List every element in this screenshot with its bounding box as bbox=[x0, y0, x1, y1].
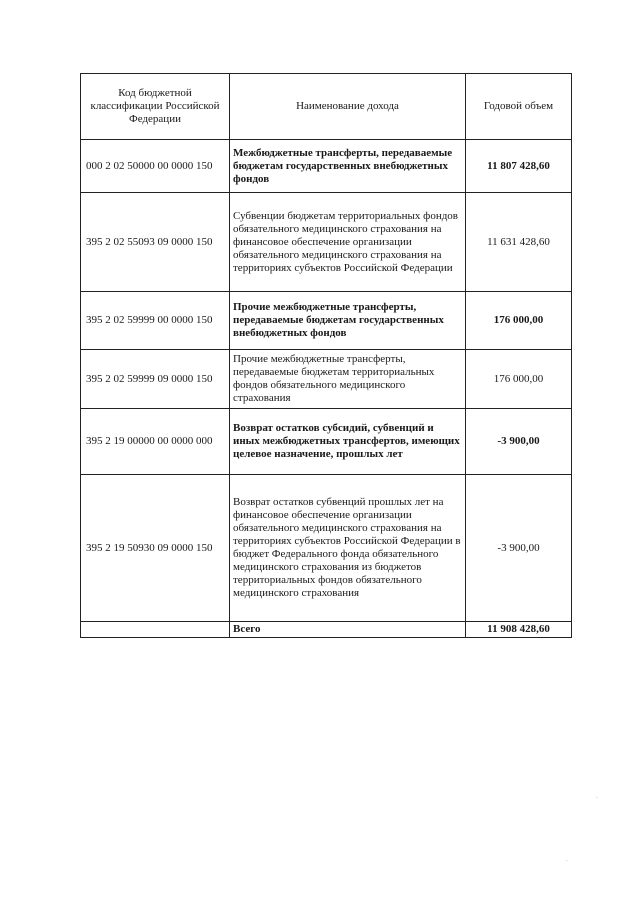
header-annual-amount: Годовой объем bbox=[466, 74, 572, 140]
row-name: Субвенции бюджетам территориальных фондов обязательного медицинского страхования на финансовое обеспечение организации обязательного медицинского страхования на территориях субъектов Российской Федерации bbox=[230, 193, 466, 292]
row-amount: 11 631 428,60 bbox=[466, 193, 572, 292]
row-amount: 11 807 428,60 bbox=[466, 140, 572, 193]
row-code: 395 2 02 59999 00 0000 150 bbox=[81, 292, 230, 350]
header-revenue-name: Наименование дохода bbox=[230, 74, 466, 140]
table-row bbox=[81, 350, 572, 409]
row-name: Прочие межбюджетные трансферты, передаваемые бюджетам территориальных фондов обязательного медицинского страхования bbox=[230, 350, 466, 409]
table-row bbox=[81, 193, 572, 292]
table-row bbox=[81, 475, 572, 622]
total-amount: 11 908 428,60 bbox=[466, 622, 572, 638]
row-code: 395 2 02 59999 09 0000 150 bbox=[81, 350, 230, 409]
row-code: 395 2 19 00000 00 0000 000 bbox=[81, 409, 230, 475]
row-amount: -3 900,00 bbox=[466, 475, 572, 622]
row-name: Межбюджетные трансферты, передаваемые бюджетам государственных внебюджетных фондов bbox=[230, 140, 466, 193]
table-row bbox=[81, 292, 572, 350]
row-name: Возврат остатков субсидий, субвенций и иных межбюджетных трансфертов, имеющих целевое назначение, прошлых лет bbox=[230, 409, 466, 475]
scan-dot-mark: · bbox=[596, 795, 598, 802]
table-header-row bbox=[81, 74, 572, 140]
table-row bbox=[81, 409, 572, 475]
row-code: 395 2 02 55093 09 0000 150 bbox=[81, 193, 230, 292]
row-code: 000 2 02 50000 00 0000 150 bbox=[81, 140, 230, 193]
row-amount: 176 000,00 bbox=[466, 350, 572, 409]
table-row bbox=[81, 140, 572, 193]
total-row bbox=[81, 622, 572, 638]
revenue-table bbox=[80, 73, 572, 638]
scan-dot-mark: · bbox=[566, 858, 568, 865]
row-amount: -3 900,00 bbox=[466, 409, 572, 475]
row-name: Прочие межбюджетные трансферты, передаваемые бюджетам государственных внебюджетных фондов bbox=[230, 292, 466, 350]
row-name: Возврат остатков субвенций прошлых лет на финансовое обеспечение организации обязательного медицинского страхования на территориях субъектов Российской Федерации в бюджет Федерального фонда обязательного медицинского страхования из бюджетов территориальных фондов обязательного медицинского страхования bbox=[230, 475, 466, 622]
row-amount: 176 000,00 bbox=[466, 292, 572, 350]
total-label: Всего bbox=[230, 622, 466, 638]
total-code-cell bbox=[81, 622, 230, 638]
row-code: 395 2 19 50930 09 0000 150 bbox=[81, 475, 230, 622]
header-budget-code: Код бюджетной классификации Российской Федерации bbox=[81, 74, 230, 140]
